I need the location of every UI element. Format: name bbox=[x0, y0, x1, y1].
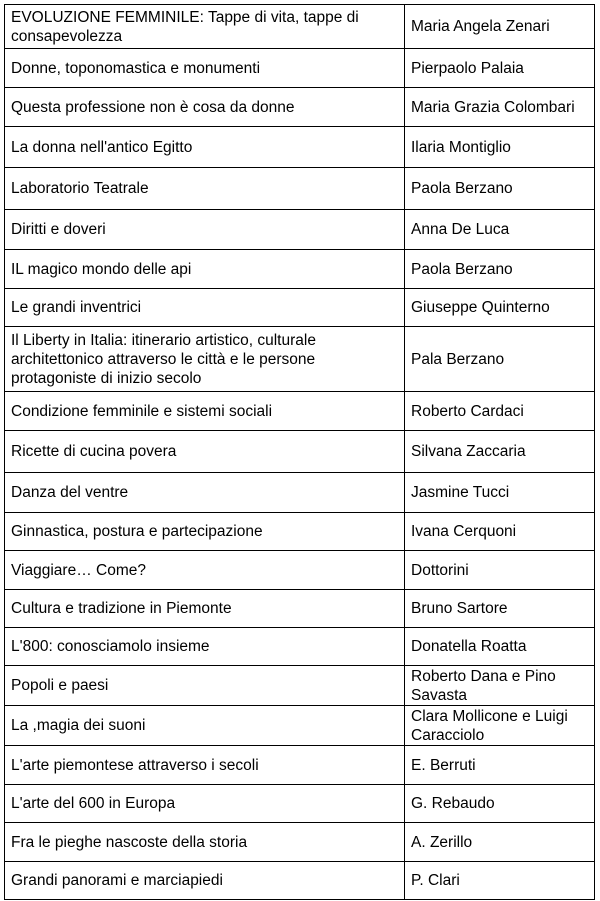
course-title: L'arte piemontese attraverso i secoli bbox=[5, 746, 405, 785]
table-row bbox=[5, 513, 595, 551]
course-title: Grandi panorami e marciapiedi bbox=[5, 862, 405, 900]
course-title: Danza del ventre bbox=[5, 473, 405, 513]
course-author: Giuseppe Quinterno bbox=[405, 289, 595, 327]
course-title: Il Liberty in Italia: itinerario artistico, culturale architettonico attraverso le città e le persone protagoniste di inizio secolo bbox=[5, 327, 405, 392]
course-author: Pala Berzano bbox=[405, 327, 595, 392]
course-author: Bruno Sartore bbox=[405, 590, 595, 628]
course-author: Ivana Cerquoni bbox=[405, 513, 595, 551]
table-row bbox=[5, 88, 595, 127]
table-row bbox=[5, 746, 595, 785]
table-row bbox=[5, 823, 595, 862]
course-author: Roberto Cardaci bbox=[405, 392, 595, 431]
course-title: Ginnastica, postura e partecipazione bbox=[5, 513, 405, 551]
course-title: Fra le pieghe nascoste della storia bbox=[5, 823, 405, 862]
course-author: Maria Grazia Colombari bbox=[405, 88, 595, 127]
table-row bbox=[5, 862, 595, 900]
table-row bbox=[5, 785, 595, 823]
table-row bbox=[5, 5, 595, 49]
course-title: EVOLUZIONE FEMMINILE: Tappe di vita, tappe di consapevolezza bbox=[5, 5, 405, 49]
table-row bbox=[5, 327, 595, 392]
course-table bbox=[4, 4, 595, 900]
course-title: L'800: conosciamolo insieme bbox=[5, 628, 405, 666]
table-row bbox=[5, 473, 595, 513]
table-row bbox=[5, 289, 595, 327]
course-author: G. Rebaudo bbox=[405, 785, 595, 823]
course-title: L'arte del 600 in Europa bbox=[5, 785, 405, 823]
course-author: A. Zerillo bbox=[405, 823, 595, 862]
course-author: Pierpaolo Palaia bbox=[405, 49, 595, 88]
course-title: Laboratorio Teatrale bbox=[5, 168, 405, 210]
course-author: Jasmine Tucci bbox=[405, 473, 595, 513]
course-author: Maria Angela Zenari bbox=[405, 5, 595, 49]
course-author: Donatella Roatta bbox=[405, 628, 595, 666]
course-title: Viaggiare… Come? bbox=[5, 551, 405, 590]
course-author: Silvana Zaccaria bbox=[405, 431, 595, 473]
course-title: La donna nell'antico Egitto bbox=[5, 127, 405, 168]
course-author: Paola Berzano bbox=[405, 250, 595, 289]
course-author: Dottorini bbox=[405, 551, 595, 590]
table-row bbox=[5, 628, 595, 666]
course-title: Ricette di cucina povera bbox=[5, 431, 405, 473]
table-row bbox=[5, 551, 595, 590]
table-row bbox=[5, 431, 595, 473]
course-author: Anna De Luca bbox=[405, 210, 595, 250]
course-author: Clara Mollicone e Luigi Caracciolo bbox=[405, 706, 595, 746]
course-title: Condizione femminile e sistemi sociali bbox=[5, 392, 405, 431]
table-row bbox=[5, 666, 595, 706]
course-title: Donne, toponomastica e monumenti bbox=[5, 49, 405, 88]
table-row bbox=[5, 210, 595, 250]
course-author: P. Clari bbox=[405, 862, 595, 900]
course-author: Ilaria Montiglio bbox=[405, 127, 595, 168]
course-title: La ,magia dei suoni bbox=[5, 706, 405, 746]
course-author: Roberto Dana e Pino Savasta bbox=[405, 666, 595, 706]
course-title: Popoli e paesi bbox=[5, 666, 405, 706]
course-title: IL magico mondo delle api bbox=[5, 250, 405, 289]
course-author: Paola Berzano bbox=[405, 168, 595, 210]
table-row bbox=[5, 49, 595, 88]
course-title: Cultura e tradizione in Piemonte bbox=[5, 590, 405, 628]
course-title: Questa professione non è cosa da donne bbox=[5, 88, 405, 127]
course-title: Diritti e doveri bbox=[5, 210, 405, 250]
table-row bbox=[5, 250, 595, 289]
course-author: E. Berruti bbox=[405, 746, 595, 785]
table-row bbox=[5, 392, 595, 431]
table-row bbox=[5, 706, 595, 746]
course-title: Le grandi inventrici bbox=[5, 289, 405, 327]
table-row bbox=[5, 127, 595, 168]
table-row bbox=[5, 168, 595, 210]
table-row bbox=[5, 590, 595, 628]
